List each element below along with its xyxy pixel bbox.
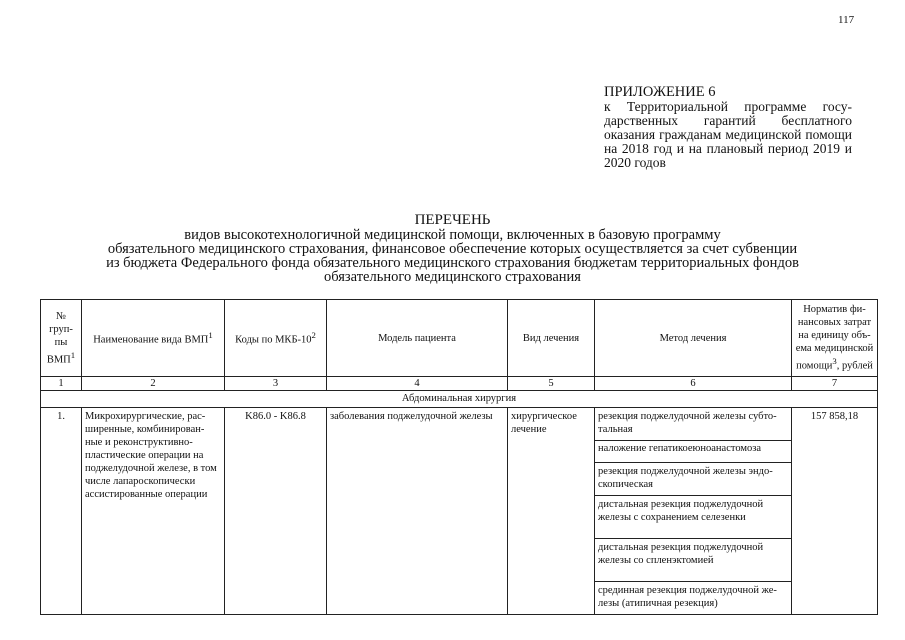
row-patient-model: заболевания поджелудочной железы xyxy=(327,408,508,615)
row-icd-codes: K86.0 - K86.8 xyxy=(225,408,327,615)
row-method: наложение гепатикоеюноанастомоза xyxy=(595,441,792,463)
vmp-table xyxy=(40,299,878,615)
table-header-row xyxy=(41,300,878,377)
heading-line-2: обязательного медицинского страхования, финансовое обеспечение которых осуществляется за счет субвенции xyxy=(107,241,798,257)
page-number: 117 xyxy=(838,14,855,26)
column-number: 5 xyxy=(508,377,595,391)
header-norm: Норматив фи-нансовых затрат на единицу объ-ема медицинской помощи$^3$, рублей xyxy=(792,300,878,377)
column-number: 3 xyxy=(225,377,327,391)
heading-line-1: видов высокотехнологичной медицинской помощи, включенных в базовую программу xyxy=(184,227,721,243)
header-name: Наименование вида ВМП$^1$ xyxy=(82,300,225,377)
heading-title: ПЕРЕЧЕНЬ xyxy=(414,212,491,228)
document-heading xyxy=(40,212,865,284)
header-type: Вид лечения xyxy=(508,300,595,377)
row-method: срединная резекция поджелудочной же-лезы (атипичная резекция) xyxy=(595,582,792,615)
column-number-row xyxy=(41,377,878,391)
table-row xyxy=(41,408,878,441)
row-method: дистальная резекция поджелудочной железы с сохранением селезенки xyxy=(595,496,792,539)
header-method: Метод лечения xyxy=(595,300,792,377)
heading-line-4: обязательного медицинского страхования xyxy=(324,269,581,285)
row-method: дистальная резекция поджелудочной железы со спленэктомией xyxy=(595,539,792,582)
section-row xyxy=(41,391,878,408)
appendix-text: к Территориальной программе госу-дарственных гарантий бесплатного оказания гражданам медицинской помощи на 2018 год и на плановый период 2019 и 2020 годов xyxy=(604,99,852,170)
row-method: резекция поджелудочной железы эндо-скопическая xyxy=(595,463,792,496)
column-number: 4 xyxy=(327,377,508,391)
row-method: резекция поджелудочной железы субто-тальная xyxy=(595,408,792,441)
header-codes: Коды по МКБ-$10^2$ xyxy=(225,300,327,377)
appendix-title: ПРИЛОЖЕНИЕ 6 xyxy=(604,84,716,100)
section-title: Абдоминальная хирургия xyxy=(41,391,878,408)
row-group-number: 1. xyxy=(41,408,82,615)
column-number: 2 xyxy=(82,377,225,391)
column-number: 7 xyxy=(792,377,878,391)
heading-line-3: из бюджета Федерального фонда обязательного медицинского страхования бюджетам территориальных фондов xyxy=(106,255,799,271)
header-model: Модель пациента xyxy=(327,300,508,377)
column-number: 1 xyxy=(41,377,82,391)
column-number: 6 xyxy=(595,377,792,391)
appendix-block xyxy=(604,84,852,170)
row-vmp-name: Микрохирургические, рас-ширенные, комбинирован-ные и реконструктивно-пластические операции на поджелудочной железе, в том числе лапароскопически ассистированные операции xyxy=(82,408,225,615)
row-cost-norm: 157 858,18 xyxy=(792,408,878,615)
header-group: № груп-пы ВМП$^1$ xyxy=(41,300,82,377)
row-treatment-type: хирургическое лечение xyxy=(508,408,595,615)
